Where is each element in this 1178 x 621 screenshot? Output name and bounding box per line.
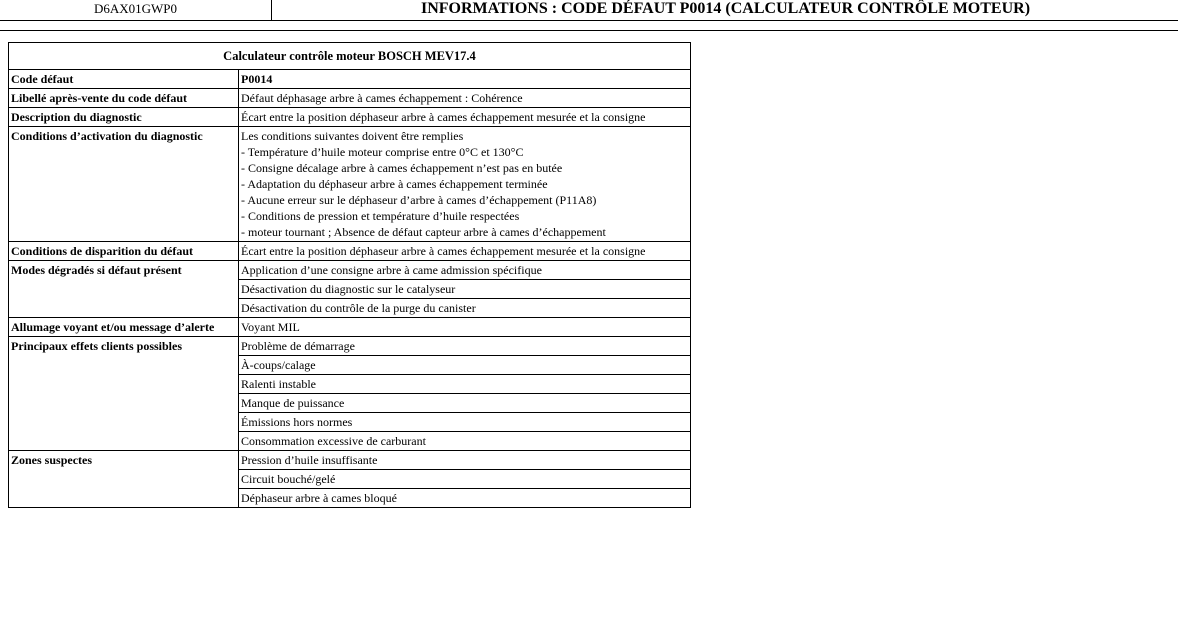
code-label: Code défaut [9,70,239,89]
activation-line: - Température d’huile moteur comprise entre 0°C et 130°C [241,145,524,159]
header-divider [0,30,1178,31]
description-label: Description du diagnostic [9,108,239,127]
disparition-label: Conditions de disparition du défaut [9,242,239,261]
fault-info-table [8,42,691,508]
disparition-value: Écart entre la position déphaseur arbre à cames échappement mesurée et la consigne [239,242,691,261]
activation-line: - Adaptation du déphaseur arbre à cames échappement terminée [241,177,548,191]
modes-value: Désactivation du diagnostic sur le catalyseur [239,280,691,299]
activation-line: - moteur tournant ; Absence de défaut capteur arbre à cames d’échappement [241,225,606,239]
table-row-effets [9,337,691,356]
document-header [0,0,1178,21]
voyant-label: Allumage voyant et/ou message d’alerte [9,318,239,337]
zones-value: Circuit bouché/gelé [239,470,691,489]
description-value: Écart entre la position déphaseur arbre à cames échappement mesurée et la consigne [239,108,691,127]
modes-value: Désactivation du contrôle de la purge du canister [239,299,691,318]
table-row-voyant [9,318,691,337]
table-row-libelle [9,89,691,108]
table-heading: Calculateur contrôle moteur BOSCH MEV17.4 [9,43,691,70]
page-title: INFORMATIONS : CODE DÉFAUT P0014 (CALCULATEUR CONTRÔLE MOTEUR) [420,0,1031,17]
code-value: P0014 [239,70,691,89]
effets-label: Principaux effets clients possibles [9,337,239,451]
table-row-zones [9,451,691,470]
libelle-value: Défaut déphasage arbre à cames échappement : Cohérence [239,89,691,108]
effets-value: Émissions hors normes [239,413,691,432]
effets-value: À-coups/calage [239,356,691,375]
activation-line: Les conditions suivantes doivent être remplies [241,129,464,143]
effets-value: Problème de démarrage [239,337,691,356]
activation-line: - Aucune erreur sur le déphaseur d’arbre à cames d’échappement (P11A8) [241,193,597,207]
modes-value: Application d’une consigne arbre à came admission spécifique [239,261,691,280]
table-heading-row [9,43,691,70]
document-id: D6AX01GWP0 [0,0,272,20]
effets-value: Consommation excessive de carburant [239,432,691,451]
activation-conditions [239,127,691,242]
table-row-description [9,108,691,127]
modes-label: Modes dégradés si défaut présent [9,261,239,318]
zones-value: Déphaseur arbre à cames bloqué [239,489,691,508]
table-row-disparition [9,242,691,261]
table-row-code [9,70,691,89]
zones-value: Pression d’huile insuffisante [239,451,691,470]
effets-value: Manque de puissance [239,394,691,413]
activation-line: - Conditions de pression et température d’huile respectées [241,209,520,223]
zones-label: Zones suspectes [9,451,239,508]
table-row-modes [9,261,691,280]
voyant-value: Voyant MIL [239,318,691,337]
effets-value: Ralenti instable [239,375,691,394]
activation-label: Conditions d’activation du diagnostic [9,127,239,242]
activation-line: - Consigne décalage arbre à cames échappement n’est pas en butée [241,161,563,175]
table-row-activation [9,127,691,242]
libelle-label: Libellé après-vente du code défaut [9,89,239,108]
